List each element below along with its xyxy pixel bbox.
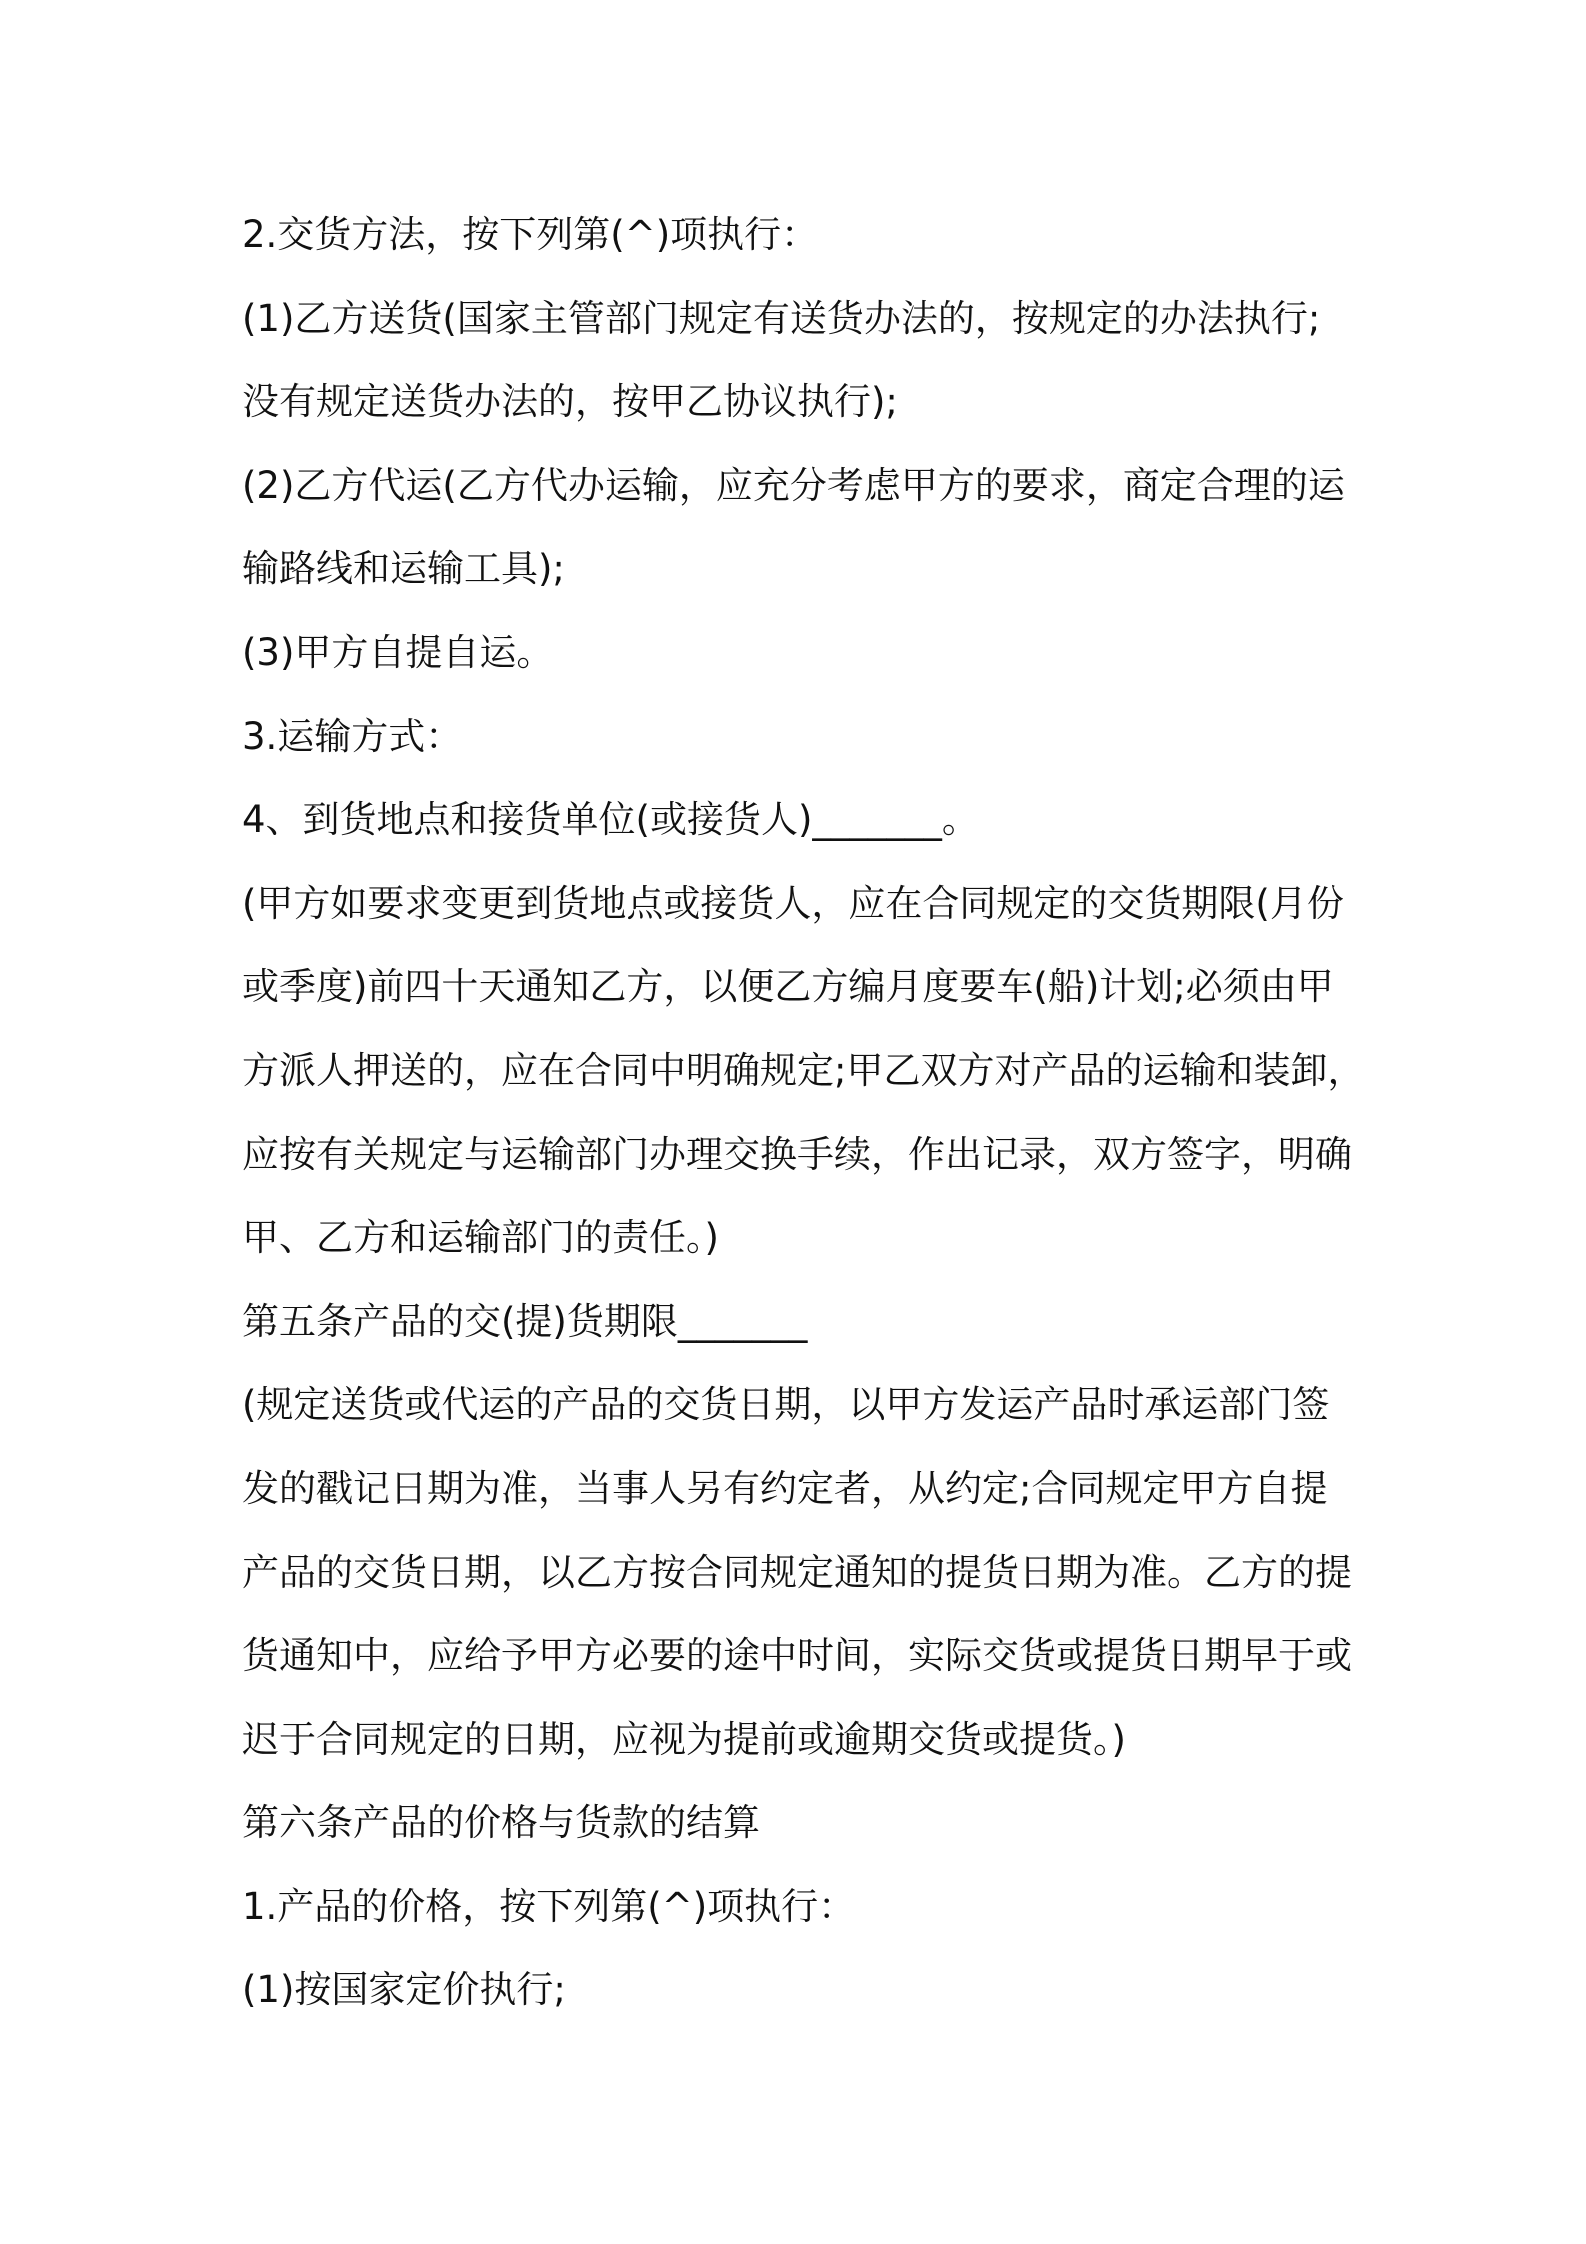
- text-line: 发的戳记日期为准，当事人另有约定者，从约定;合同规定甲方自提: [242, 1466, 1328, 1510]
- clause-transport-mode: 3.运输方式：: [242, 714, 463, 758]
- text-line: (规定送货或代运的产品的交货日期，以甲方发运产品时承运部门签: [242, 1383, 1330, 1427]
- text-line: 货通知中，应给予甲方必要的途中时间，实际交货或提货日期早于或: [242, 1634, 1352, 1678]
- text-line: 方派人押送的，应在合同中明确规定;甲乙双方对产品的运输和装卸，: [242, 1048, 1365, 1092]
- text-line: 输路线和运输工具);: [242, 547, 565, 591]
- clause-product-price: 1.产品的价格，按下列第(^)项执行：: [242, 1884, 856, 1928]
- text-line: (1)按国家定价执行;: [242, 1968, 566, 2012]
- text-line: 产品的交货日期，以乙方按合同规定通知的提货日期为准。乙方的提: [242, 1550, 1352, 1594]
- document-body: [242, 193, 1365, 2032]
- clause-delivery-method: 2.交货方法，按下列第(^)项执行：: [242, 213, 819, 256]
- text-line: (2)乙方代运(乙方代办运输，应充分考虑甲方的要求，商定合理的运: [242, 463, 1345, 507]
- text-line: (甲方如要求变更到货地点或接货人，应在合同规定的交货期限(月份: [242, 881, 1344, 925]
- clause-destination: 4、到货地点和接货单位(或接货人)_______。: [242, 798, 979, 842]
- article-six-heading: 第六条产品的价格与货款的结算: [242, 1801, 760, 1845]
- text-line: (1)乙方送货(国家主管部门规定有送货办法的，按规定的办法执行;: [242, 296, 1321, 340]
- article-five-heading: 第五条产品的交(提)货期限_______: [242, 1299, 808, 1343]
- text-line: 没有规定送货办法的，按甲乙协议执行);: [242, 380, 898, 424]
- text-line: 应按有关规定与运输部门办理交换手续，作出记录，双方签字，明确: [242, 1132, 1352, 1176]
- text-line: 或季度)前四十天通知乙方，以便乙方编月度要车(船)计划;必须由甲: [242, 965, 1334, 1009]
- text-line: (3)甲方自提自运。: [242, 630, 554, 674]
- text-line: 甲、乙方和运输部门的责任。): [242, 1216, 719, 1260]
- text-line: 迟于合同规定的日期，应视为提前或逾期交货或提货。): [242, 1717, 1126, 1761]
